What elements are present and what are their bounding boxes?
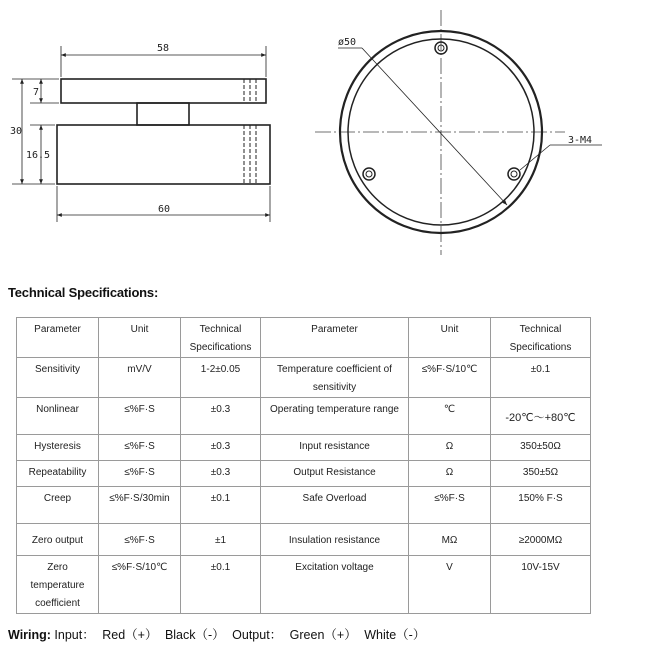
wiring-output-label: Output： bbox=[232, 628, 283, 642]
table-cell: mV/V bbox=[99, 358, 181, 398]
table-cell: ±1 bbox=[181, 524, 261, 556]
header-cell: Unit bbox=[409, 318, 491, 358]
side-view bbox=[57, 79, 270, 184]
table-cell: Output Resistance bbox=[261, 461, 409, 487]
wiring-line bbox=[8, 625, 429, 643]
table-cell: Excitation voltage bbox=[261, 556, 409, 614]
mounting-hole bbox=[508, 168, 520, 180]
table-row bbox=[17, 461, 591, 487]
header-cell: Technical Specifications bbox=[491, 318, 591, 358]
table-cell: Ω bbox=[409, 461, 491, 487]
technical-drawing bbox=[0, 0, 663, 270]
table-cell: Nonlinear bbox=[17, 398, 99, 435]
table-cell: MΩ bbox=[409, 524, 491, 556]
table-cell: 150% F·S bbox=[491, 487, 591, 524]
wiring-input-label: Input： bbox=[54, 628, 95, 642]
spec-table bbox=[16, 317, 591, 614]
table-cell: ≥2000MΩ bbox=[491, 524, 591, 556]
table-cell: ±0.3 bbox=[181, 435, 261, 461]
table-cell: Input resistance bbox=[261, 435, 409, 461]
table-cell: ≤%F·S bbox=[99, 461, 181, 487]
table-cell: ±0.1 bbox=[181, 556, 261, 614]
dim-height-bottom: 16.5 bbox=[26, 150, 51, 161]
table-cell: 1-2±0.05 bbox=[181, 358, 261, 398]
table-row bbox=[17, 358, 591, 398]
table-cell: 350±50Ω bbox=[491, 435, 591, 461]
table-cell: ±0.1 bbox=[181, 487, 261, 524]
table-cell: ≤%F·S/10℃ bbox=[99, 556, 181, 614]
table-cell: Creep bbox=[17, 487, 99, 524]
header-cell: Unit bbox=[99, 318, 181, 358]
table-row bbox=[17, 556, 591, 614]
table-cell: -20℃～+80℃ bbox=[491, 398, 591, 435]
table-cell: Zero output bbox=[17, 524, 99, 556]
table-cell: ≤%F·S bbox=[99, 524, 181, 556]
mounting-hole bbox=[363, 168, 375, 180]
dim-height-top: 7 bbox=[33, 87, 40, 98]
table-cell: Zero temperature coefficient bbox=[17, 556, 99, 614]
header-cell: Technical Specifications bbox=[181, 318, 261, 358]
dim-width-bottom: 60 bbox=[158, 204, 171, 215]
table-cell: Ω bbox=[409, 435, 491, 461]
dim-width-top: 58 bbox=[157, 43, 170, 54]
hole-label: 3-M4 bbox=[568, 135, 593, 146]
table-cell: Repeatability bbox=[17, 461, 99, 487]
table-cell: V bbox=[409, 556, 491, 614]
table-cell: ±0.3 bbox=[181, 398, 261, 435]
wiring-label: Wiring: bbox=[8, 628, 51, 642]
spec-title: Technical Specifications: bbox=[8, 285, 159, 300]
table-cell: ≤%F·S bbox=[99, 398, 181, 435]
top-view bbox=[315, 10, 602, 255]
table-cell: ≤%F·S bbox=[409, 487, 491, 524]
wiring-output-green: Green（+） bbox=[289, 628, 357, 642]
table-cell: ±0.1 bbox=[491, 358, 591, 398]
table-cell: Hysteresis bbox=[17, 435, 99, 461]
header-cell: Parameter bbox=[261, 318, 409, 358]
table-cell: ℃ bbox=[409, 398, 491, 435]
table-row bbox=[17, 398, 591, 435]
table-cell: Safe Overload bbox=[261, 487, 409, 524]
table-row bbox=[17, 487, 591, 524]
table-cell: ±0.3 bbox=[181, 461, 261, 487]
top-plate bbox=[61, 79, 266, 103]
table-cell: Operating temperature range bbox=[261, 398, 409, 435]
table-cell: Temperature coefficient of sensitivity bbox=[261, 358, 409, 398]
header-cell: Parameter bbox=[17, 318, 99, 358]
table-cell: Insulation resistance bbox=[261, 524, 409, 556]
dim-height-total: 30 bbox=[10, 126, 23, 137]
wiring-input-black: Black（-） bbox=[164, 628, 225, 642]
wiring-input-red: Red（+） bbox=[102, 628, 158, 642]
center-boss bbox=[137, 103, 189, 125]
table-cell: ≤%F·S/10℃ bbox=[409, 358, 491, 398]
table-row bbox=[17, 435, 591, 461]
table-cell: 350±5Ω bbox=[491, 461, 591, 487]
table-cell: 10V-15V bbox=[491, 556, 591, 614]
wiring-output-white: White（-） bbox=[364, 628, 426, 642]
base-body bbox=[57, 125, 270, 184]
dim-diameter: ø50 bbox=[338, 37, 357, 48]
table-row bbox=[17, 524, 591, 556]
table-header-row bbox=[17, 318, 591, 358]
table-cell: Sensitivity bbox=[17, 358, 99, 398]
table-cell: ≤%F·S bbox=[99, 435, 181, 461]
table-cell: ≤%F·S/30min bbox=[99, 487, 181, 524]
